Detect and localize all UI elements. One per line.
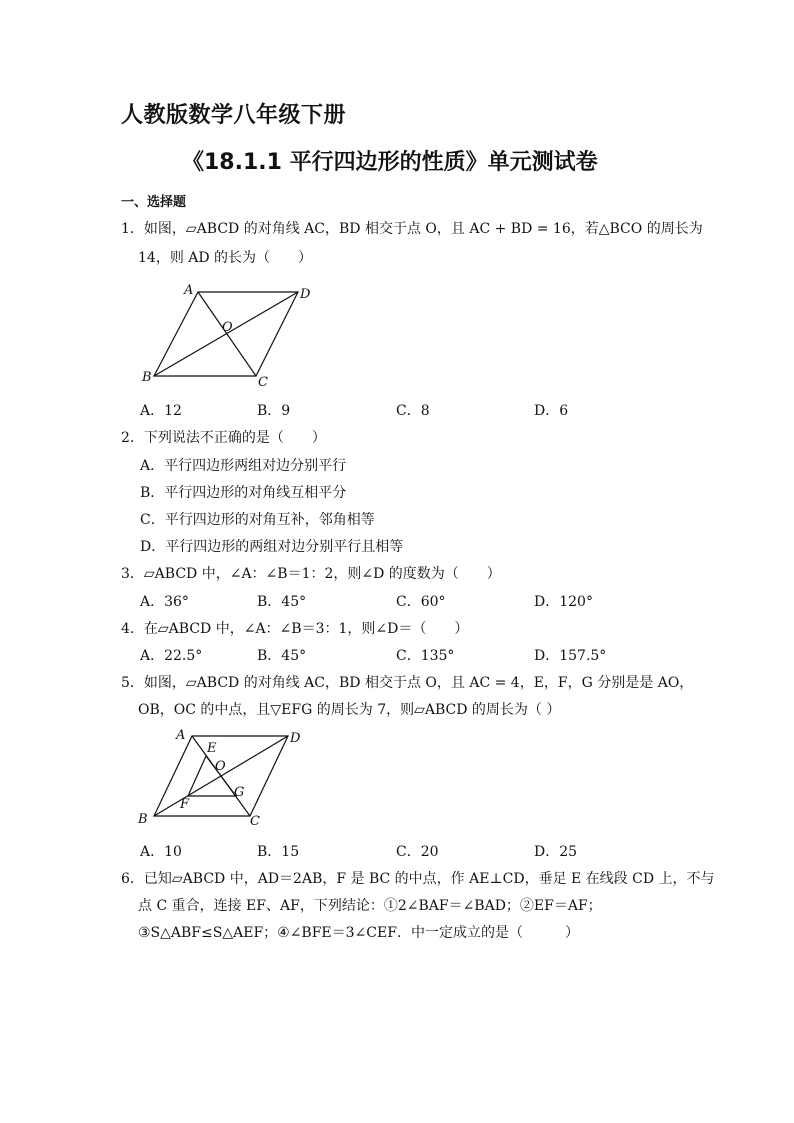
q4-option-c[interactable]: C．135°	[396, 648, 455, 664]
question-5-text: 5．如图，▱ABCD 的对角线 AC，BD 相交于点 O，且 AC = 4，E，F，G 分别是是 AO，	[121, 675, 694, 691]
question-3-text: 3．▱ABCD 中，∠A：∠B＝1：2，则∠D 的度数为（ ）	[121, 566, 501, 582]
q1-label-o: O	[222, 320, 233, 335]
question-4-text: 4．在▱ABCD 中，∠A：∠B＝3：1，则∠D＝（ ）	[121, 621, 469, 637]
q5-option-a[interactable]: A．10	[140, 844, 182, 860]
q4-option-a[interactable]: A．22.5°	[140, 648, 203, 664]
q5-label-e: E	[207, 741, 217, 756]
q1-label-a: A	[184, 283, 194, 298]
q1-option-d[interactable]: D．6	[534, 403, 569, 419]
question-1-figure	[136, 280, 326, 390]
q3-option-a[interactable]: A．36°	[140, 594, 189, 610]
q1-label-b: B	[142, 370, 152, 385]
question-5-text-cont: OB，OC 的中点，且▽EFG 的周长为 7，则▱ABCD 的周长为（ ）	[138, 702, 561, 718]
q5-label-b: B	[138, 812, 148, 827]
question-1-text: 1．如图，▱ABCD 的对角线 AC，BD 相交于点 O，且 AC + BD = 16，若△BCO 的周长为	[121, 221, 703, 237]
q4-option-d[interactable]: D．157.5°	[534, 648, 607, 664]
q5-option-d[interactable]: D．25	[534, 844, 578, 860]
q1-option-c[interactable]: C．8	[396, 403, 430, 419]
q2-option-c[interactable]: C．平行四边形的对角互补，邻角相等	[140, 512, 375, 528]
q3-option-b[interactable]: B．45°	[257, 594, 307, 610]
q5-label-a: A	[176, 728, 186, 743]
question-6-text: 6．已知▱ABCD 中，AD＝2AB，F 是 BC 的中点，作 AE⊥CD，垂足 E 在线段 CD 上，不与	[121, 871, 715, 887]
q1-label-d: D	[300, 287, 311, 302]
question-1-text-cont: 14，则 AD 的长为（ ）	[138, 250, 313, 266]
q5-label-c: C	[250, 814, 260, 829]
q3-option-c[interactable]: C．60°	[396, 594, 446, 610]
q2-option-a[interactable]: A．平行四边形两组对边分别平行	[140, 458, 347, 474]
question-2-text: 2．下列说法不正确的是（ ）	[121, 430, 326, 446]
question-6-text-cont: 点 C 重合，连接 EF、AF，下列结论：①2∠BAF＝∠BAD；②EF＝AF；	[138, 898, 602, 914]
q5-label-f: F	[180, 797, 190, 812]
q2-option-d[interactable]: D．平行四边形的两组对边分别平行且相等	[140, 539, 404, 555]
question-5-figure	[134, 724, 314, 832]
q1-option-b[interactable]: B．9	[257, 403, 291, 419]
page-title: 人教版数学八年级下册	[121, 103, 347, 128]
q5-option-b[interactable]: B．15	[257, 844, 300, 860]
q4-option-b[interactable]: B．45°	[257, 648, 307, 664]
q1-label-c: C	[258, 375, 268, 390]
q1-option-a[interactable]: A．12	[140, 403, 182, 419]
section-heading: 一、选择题	[121, 195, 187, 210]
q5-label-o: O	[215, 759, 226, 774]
q5-label-d: D	[290, 731, 301, 746]
q2-option-b[interactable]: B．平行四边形的对角线互相平分	[140, 485, 347, 501]
q5-option-c[interactable]: C．20	[396, 844, 439, 860]
page-subtitle: 《18.1.1 平行四边形的性质》单元测试卷	[182, 150, 598, 175]
q3-option-d[interactable]: D．120°	[534, 594, 593, 610]
question-6-text-cont2: ③S△ABF≤S△AEF；④∠BFE＝3∠CEF．中一定成立的是（ ）	[138, 925, 579, 941]
q5-label-g: G	[234, 785, 245, 800]
